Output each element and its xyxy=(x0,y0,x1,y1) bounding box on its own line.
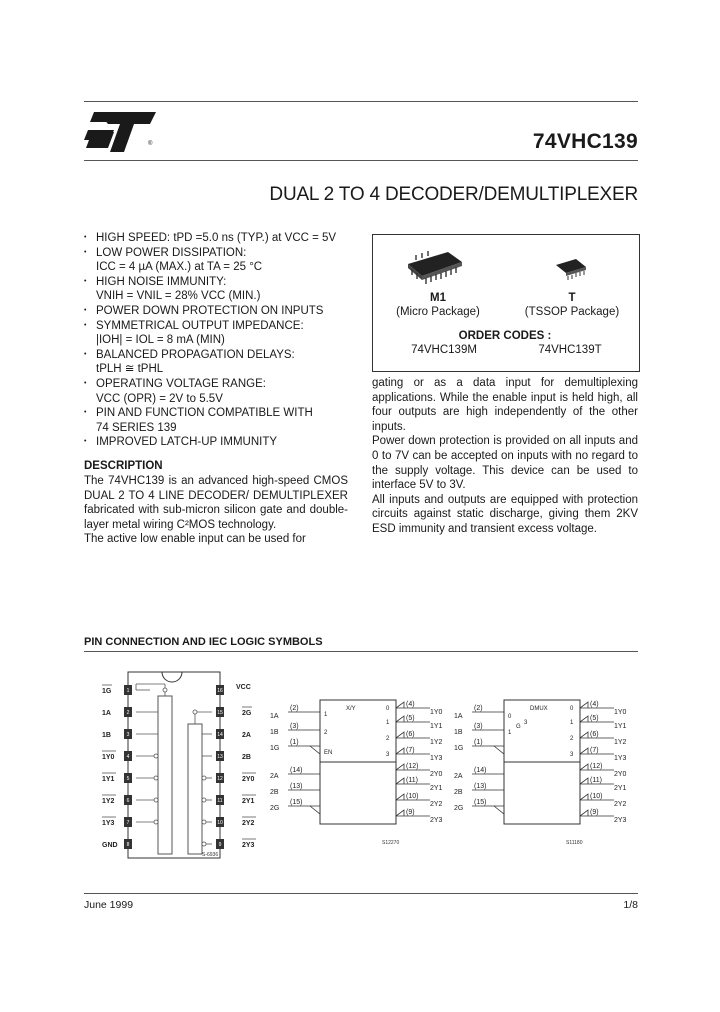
pin-number: 3 xyxy=(126,732,130,738)
symbol-output-index: 0 xyxy=(386,706,390,712)
pin-number: 8 xyxy=(126,842,130,848)
pin-number: 14 xyxy=(217,732,223,738)
description-paragraph-4: Power down protection is provided on all inputs and 0 to 7V can be accepted on inputs with no regard to the supply voltage. This device can be used to interface 5V to 3V. xyxy=(372,435,638,492)
description-paragraph-5: All inputs and outputs are equipped with protection circuits against static discharge, giving them 2KV ESD immunity and transient excess voltage. xyxy=(372,493,638,535)
feature-item: • BALANCED PROPAGATION DELAYS: xyxy=(84,348,364,363)
feature-detail: VNIH = VNIL = 28% VCC (MIN.) xyxy=(96,290,261,303)
t-package-name: (TSSOP Package) xyxy=(524,306,620,318)
pin-label-left: 1Y1 xyxy=(102,776,115,783)
feature-item: • SYMMETRICAL OUTPUT IMPEDANCE: xyxy=(84,319,364,334)
tssop-package-image xyxy=(552,255,588,283)
input-name: 1A xyxy=(454,713,463,720)
pin-label-right: 2Y3 xyxy=(242,842,255,849)
pin-number: 6 xyxy=(126,798,130,804)
output-name: 2Y2 xyxy=(614,801,627,808)
output-pin-number: (4) xyxy=(590,701,599,708)
output-pin-number: (5) xyxy=(590,715,599,722)
input-pin-number: (15) xyxy=(290,799,303,806)
output-name: 2Y0 xyxy=(430,771,443,778)
symbol-inner-text: 1 xyxy=(508,730,512,736)
figure-ref: S11180 xyxy=(566,840,583,846)
input-name: 2G xyxy=(270,805,280,812)
input-name: 2G xyxy=(454,805,464,812)
pin-number: 5 xyxy=(126,776,130,782)
pin-number: 1 xyxy=(126,688,130,694)
symbol-inner-text: G xyxy=(516,724,521,730)
output-name: 2Y0 xyxy=(614,771,627,778)
output-pin-number: (12) xyxy=(406,763,419,770)
output-name: 1Y3 xyxy=(430,755,443,762)
symbol-output-index: 1 xyxy=(570,720,574,726)
symbol-output-index: 1 xyxy=(386,720,390,726)
footer-date: June 1999 xyxy=(84,899,134,911)
input-pin-number: (2) xyxy=(290,705,299,712)
output-name: 1Y2 xyxy=(614,739,627,746)
output-name: 1Y1 xyxy=(614,723,627,730)
output-pin-number: (9) xyxy=(590,809,599,816)
output-name: 2Y1 xyxy=(430,785,443,792)
section-rule xyxy=(84,651,638,652)
pin-number: 4 xyxy=(126,754,130,760)
input-name: 1B xyxy=(270,729,279,736)
feature-detail: 74 SERIES 139 xyxy=(96,421,177,434)
pin-number: 2 xyxy=(126,710,130,716)
description-paragraph-3: gating or as a data input for demultiplexing applications. While the enable input is held high, all four outputs are high independently of the other inputs. xyxy=(372,377,638,433)
description-paragraph-2: The active low enable input can be used for xyxy=(84,533,306,546)
description-heading: DESCRIPTION xyxy=(84,460,163,472)
order-code-m: 74VHC139M xyxy=(411,344,477,356)
figure-ref: S12270 xyxy=(382,840,400,846)
input-name: 2B xyxy=(270,789,279,796)
symbol-output-index: 3 xyxy=(386,752,390,758)
pin-number: 15 xyxy=(217,710,223,716)
pin-label-left: 1Y2 xyxy=(102,798,115,805)
pin-number: 12 xyxy=(217,776,223,782)
input-pin-number: (2) xyxy=(474,705,483,712)
feature-item: • OPERATING VOLTAGE RANGE: xyxy=(84,377,364,392)
symbol-label: DMUX xyxy=(530,706,548,712)
input-pin-number: (3) xyxy=(290,723,299,730)
output-pin-number: (11) xyxy=(406,777,418,784)
output-name: 1Y3 xyxy=(614,755,627,762)
pin-label-right: 2Y0 xyxy=(242,776,255,783)
pin-number: 11 xyxy=(217,798,223,804)
input-name: 1G xyxy=(270,745,280,752)
input-pin-number: (1) xyxy=(290,739,299,746)
output-pin-number: (10) xyxy=(590,793,603,800)
output-name: 1Y0 xyxy=(430,709,443,716)
pin-label-right: 2Y1 xyxy=(242,798,255,805)
micro-package-image xyxy=(404,250,464,286)
feature-item: • LOW POWER DISSIPATION: xyxy=(84,246,364,261)
pin-label-left: 1G xyxy=(102,688,112,695)
output-pin-number: (9) xyxy=(406,809,415,816)
output-name: 1Y2 xyxy=(430,739,443,746)
output-name: 2Y1 xyxy=(614,785,627,792)
output-name: 1Y1 xyxy=(430,723,443,730)
symbol-input-weight: 2 xyxy=(324,730,328,736)
pin-label-right: 2A xyxy=(242,732,251,739)
output-name: 1Y0 xyxy=(614,709,627,716)
output-pin-number: (5) xyxy=(406,715,415,722)
input-pin-number: (15) xyxy=(474,799,487,806)
input-name: 2A xyxy=(454,773,463,780)
header-rule xyxy=(84,160,638,161)
iec-symbol-dmux xyxy=(454,700,627,846)
symbol-output-index: 3 xyxy=(570,752,574,758)
output-name: 2Y3 xyxy=(614,817,627,824)
input-pin-number: (3) xyxy=(474,723,483,730)
description-left xyxy=(84,474,348,547)
input-name: 1G xyxy=(454,745,464,752)
symbol-enable: EN xyxy=(324,750,333,756)
order-code-t: 74VHC139T xyxy=(538,344,602,356)
m1-code: M1 xyxy=(430,292,446,304)
output-pin-number: (7) xyxy=(406,747,415,754)
symbol-inner-text: 0 xyxy=(508,714,512,720)
order-codes-heading: ORDER CODES : xyxy=(458,330,552,342)
features-list xyxy=(84,231,364,450)
input-pin-number: (13) xyxy=(474,783,487,790)
symbol-output-index: 2 xyxy=(386,736,390,742)
output-pin-number: (6) xyxy=(590,731,599,738)
trademark-mark: ® xyxy=(148,141,153,147)
description-right xyxy=(372,376,638,537)
feature-item: • HIGH NOISE IMMUNITY: xyxy=(84,275,364,290)
description-paragraph-1: The 74VHC139 is an advanced high-speed CMOS DUAL 2 TO 4 LINE DECODER/ DEMULTIPLEXER fabricated with sub-micron silicon gate and double-layer metal wiring C²MOS technology. xyxy=(84,475,348,531)
pin-connection-diagram xyxy=(102,672,256,858)
pin-label-left: 1Y0 xyxy=(102,754,115,761)
input-pin-number: (1) xyxy=(474,739,483,746)
output-pin-number: (4) xyxy=(406,701,415,708)
feature-detail: VCC (OPR) = 2V to 5.5V xyxy=(96,392,223,405)
pin-section-heading: PIN CONNECTION AND IEC LOGIC SYMBOLS xyxy=(84,636,323,648)
symbol-label: X/Y xyxy=(346,706,356,712)
output-pin-number: (7) xyxy=(590,747,599,754)
feature-item: • HIGH SPEED: tPD =5.0 ns (TYP.) at VCC = 5V xyxy=(84,231,364,246)
output-pin-number: (6) xyxy=(406,731,415,738)
input-pin-number: (14) xyxy=(290,767,303,774)
input-name: 2A xyxy=(270,773,279,780)
output-name: 2Y3 xyxy=(430,817,443,824)
pin-label-right: 2Y2 xyxy=(242,820,255,827)
pin-number: 7 xyxy=(126,820,130,826)
output-pin-number: (10) xyxy=(406,793,419,800)
pin-number: 9 xyxy=(218,842,222,848)
pin-label-left: 1Y3 xyxy=(102,820,115,827)
symbol-output-index: 2 xyxy=(570,736,574,742)
feature-detail: ICC = 4 µA (MAX.) at TA = 25 °C xyxy=(96,261,263,274)
output-pin-number: (12) xyxy=(590,763,603,770)
page-number: 1/8 xyxy=(623,899,638,911)
t-code: T xyxy=(568,292,576,304)
pin-number: 16 xyxy=(217,688,223,694)
figure-ref: S-6936 xyxy=(202,852,219,858)
pin-label-right: VCC xyxy=(236,684,251,691)
feature-detail: tPLH ≅ tPHL xyxy=(96,363,164,376)
feature-item: • POWER DOWN PROTECTION ON INPUTS xyxy=(84,304,364,319)
input-pin-number: (14) xyxy=(474,767,487,774)
pin-label-left: 1B xyxy=(102,732,111,739)
symbol-input-weight: 1 xyxy=(324,712,328,718)
st-logo xyxy=(84,108,160,156)
input-name: 2B xyxy=(454,789,463,796)
feature-item: • IMPROVED LATCH-UP IMMUNITY xyxy=(84,435,364,450)
pin-label-right: 2B xyxy=(242,754,251,761)
pin-number: 13 xyxy=(217,754,223,760)
output-name: 2Y2 xyxy=(430,801,443,808)
pin-label-left: GND xyxy=(102,842,118,849)
input-pin-number: (13) xyxy=(290,783,303,790)
document-title: DUAL 2 TO 4 DECODER/DEMULTIPLEXER xyxy=(269,184,638,205)
pin-diagrams xyxy=(84,660,640,860)
feature-detail: |IOH| = IOL = 8 mA (MIN) xyxy=(96,334,225,347)
input-name: 1A xyxy=(270,713,279,720)
footer-rule xyxy=(84,893,638,894)
output-pin-number: (11) xyxy=(590,777,602,784)
m1-package-name: (Micro Package) xyxy=(396,306,480,318)
top-rule xyxy=(84,101,638,102)
feature-item: • PIN AND FUNCTION COMPATIBLE WITH xyxy=(84,406,364,421)
part-number: 74VHC139 xyxy=(532,130,638,153)
iec-symbol-x-y xyxy=(270,700,443,846)
input-name: 1B xyxy=(454,729,463,736)
pin-label-left: 1A xyxy=(102,710,111,717)
symbol-inner-text: 3 xyxy=(524,720,528,726)
pin-label-right: 2G xyxy=(242,710,252,717)
symbol-output-index: 0 xyxy=(570,706,574,712)
pin-number: 10 xyxy=(217,820,223,826)
